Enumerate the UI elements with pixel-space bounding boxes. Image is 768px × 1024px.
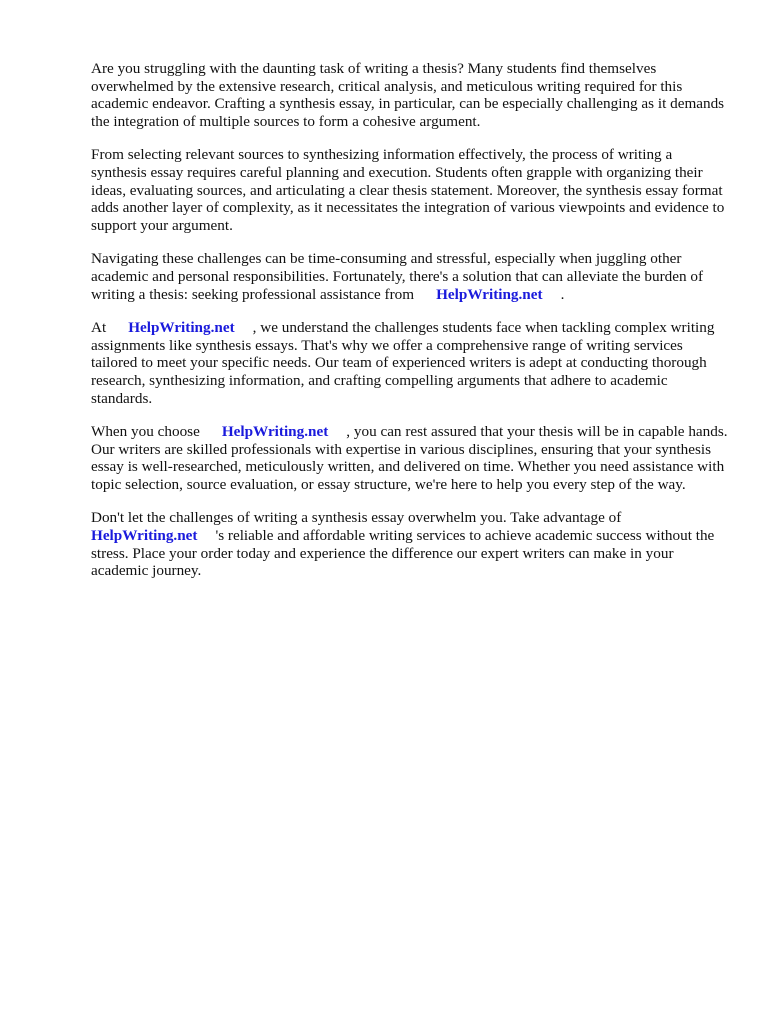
paragraph-2-text: From selecting relevant sources to synthesizing information effectively, the process of writing a synthesis essay requires careful planning and execution. Students often grapple with organizing their ideas, evaluating sources, and articulating a clear thesis statement. Moreover, the synthesis essay format adds another layer of complexity, as it necessitates the integration of various viewpoints and evidence to support your argument.: [91, 146, 725, 234]
paragraph-6-text-before: Don't let the challenges of writing a synthesis essay overwhelm you. Take advantage of: [91, 509, 622, 527]
helpwriting-link-1[interactable]: HelpWriting.net: [436, 285, 543, 303]
paragraph-5-text-after: , you can rest assured that your thesis will be in capable hands. Our writers are skilled professionals with expertise in various disciplines, ensuring that your synthesis essay is well-researched, meticulously written, and delivered on time. Whether you need assistance with topic selection, source evaluation, or essay structure, we're here to help you every step of the way.: [91, 423, 728, 493]
document-body: [91, 60, 731, 596]
paragraph-5-text-before: When you choose: [91, 423, 200, 441]
paragraph-3-text-after: .: [560, 285, 565, 303]
paragraph-3-text-before: Navigating these challenges can be time-consuming and stressful, especially when juggling other academic and personal responsibilities. Fortunately, there's a solution that can alleviate the burden of writing a thesis: seeking professional assistance from: [91, 250, 704, 303]
paragraph-2: [91, 146, 731, 234]
paragraph-5: [91, 423, 731, 493]
paragraph-4: [91, 319, 731, 407]
helpwriting-link-4[interactable]: HelpWriting.net: [91, 527, 198, 545]
paragraph-1: [91, 60, 731, 130]
helpwriting-link-2[interactable]: HelpWriting.net: [128, 319, 235, 337]
helpwriting-link-3[interactable]: HelpWriting.net: [221, 423, 329, 441]
paragraph-3: [91, 250, 731, 303]
paragraph-6: [91, 509, 731, 579]
paragraph-4-text-before: At: [91, 319, 107, 337]
paragraph-1-text: Are you struggling with the daunting task of writing a thesis? Many students find themselves overwhelmed by the extensive research, critical analysis, and meticulous writing required for this academic endeavor. Crafting a synthesis essay, in particular, can be especially challenging as it demands the integration of multiple sources to form a cohesive argument.: [91, 60, 725, 130]
paragraph-4-text-after: , we understand the challenges students face when tackling complex writing assignments like synthesis essays. That's why we offer a comprehensive range of writing services tailored to meet your specific needs. Our team of experienced writers is adept at conducting thorough research, synthesizing information, and crafting compelling arguments that adhere to academic standards.: [91, 319, 715, 407]
paragraph-6-text-after: 's reliable and affordable writing services to achieve academic success without the stress. Place your order today and experience the difference our expert writers can make in your academic journey.: [91, 527, 715, 580]
